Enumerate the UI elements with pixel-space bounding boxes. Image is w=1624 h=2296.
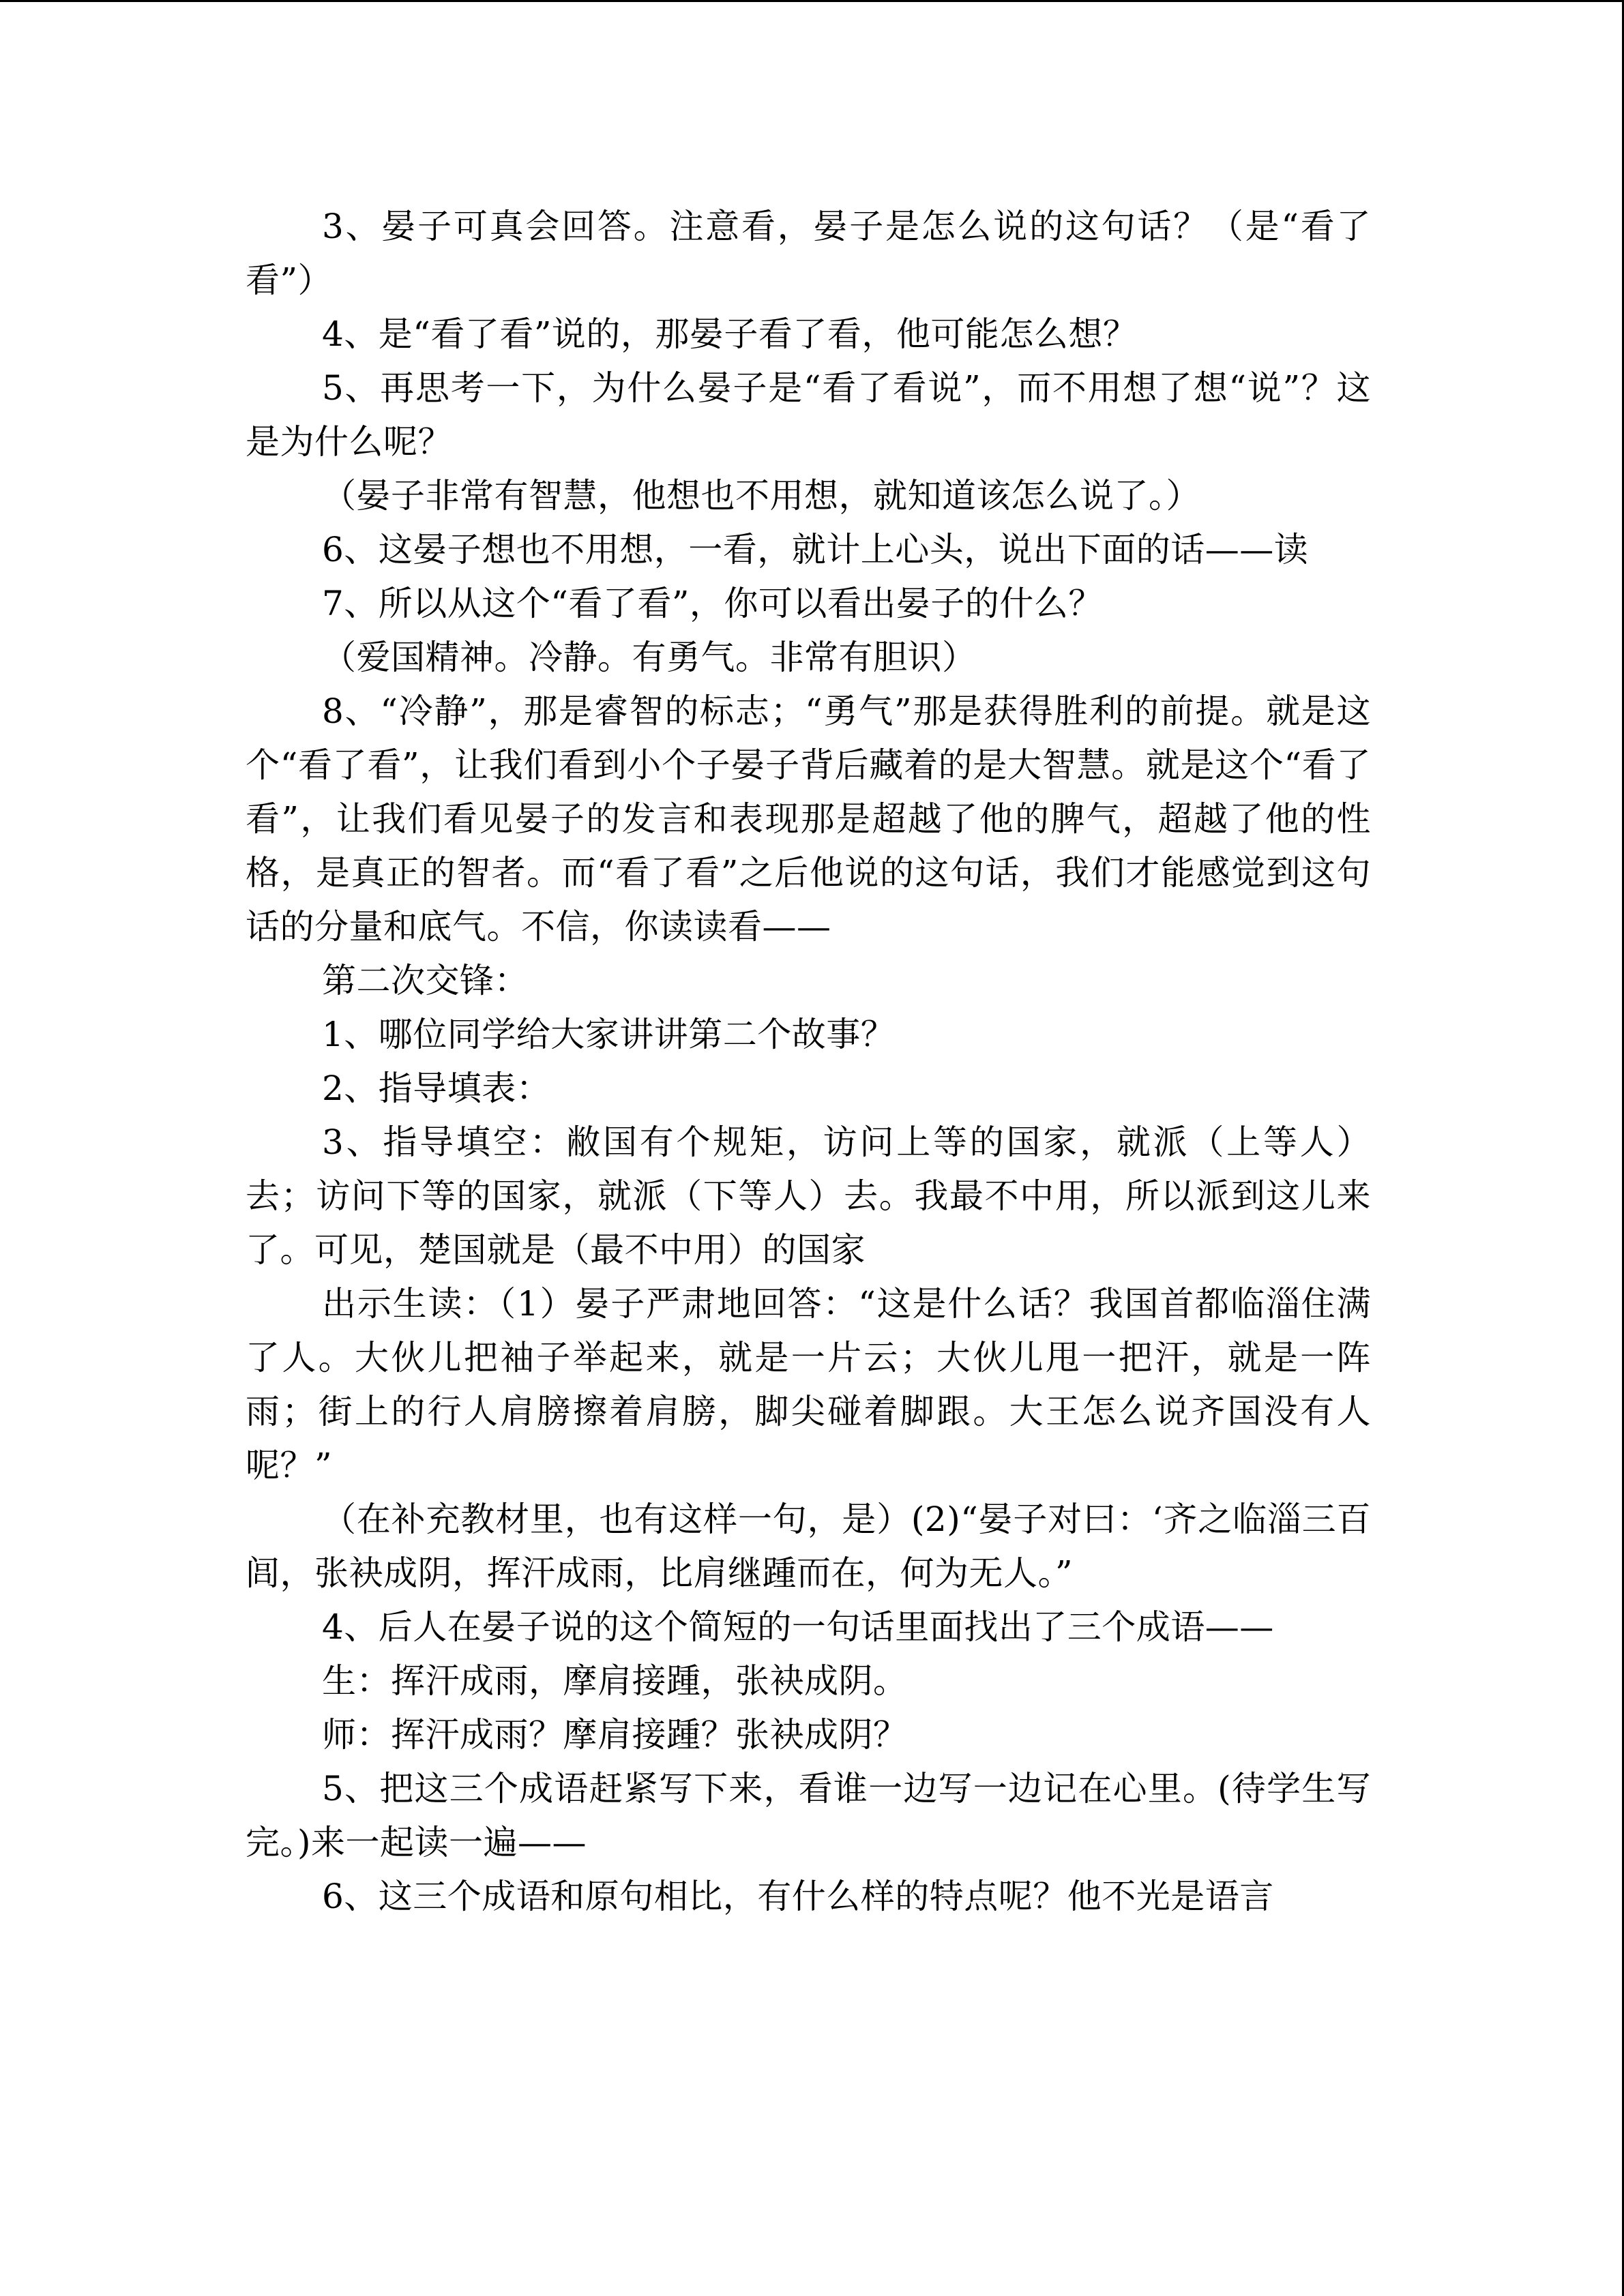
paragraph: 5、再思考一下，为什么晏子是“看了看说”，而不用想了想“说”？这是为什么呢？ xyxy=(246,368,1371,462)
paragraph: 出示生读：（1）晏子严肃地回答：“这是什么话？我国首都临淄住满了人。大伙儿把袖子举起来，就是一片云；大伙儿甩一把汗，就是一阵雨；街上的行人肩膀擦着肩膀，脚尖碰着脚跟。大王怎么说齐国没有人呢？” xyxy=(246,1284,1371,1485)
paragraph: 4、后人在晏子说的这个简短的一句话里面找出了三个成语—— xyxy=(322,1607,1274,1647)
paragraph: 2、指导填表： xyxy=(322,1069,551,1108)
paragraph: 3、晏子可真会回答。注意看，晏子是怎么说的这句话？（是“看了看”） xyxy=(246,207,1371,300)
paragraph: （晏子非常有智慧，他想也不用想，就知道该怎么说了。） xyxy=(322,476,1200,516)
section-heading: 第二次交锋： xyxy=(322,961,529,1000)
paragraph: 7、所以从这个“看了看”，你可以看出晏子的什么？ xyxy=(322,584,1103,623)
paragraph: （爱国精神。冷静。有勇气。非常有胆识） xyxy=(322,638,977,677)
document-body xyxy=(246,200,1371,1924)
paragraph: 3、指导填空：敝国有个规矩，访问上等的国家，就派（上等人）去；访问下等的国家，就派（下等人）去。我最不中用，所以派到这儿来了。可见，楚国就是（最不中用）的国家 xyxy=(246,1122,1371,1270)
paragraph: 生：挥汗成雨，摩肩接踵，张袂成阴。 xyxy=(322,1661,908,1701)
paragraph: 师：挥汗成雨？摩肩接踵？张袂成阴？ xyxy=(322,1715,908,1755)
paragraph: 1、哪位同学给大家讲讲第二个故事？ xyxy=(322,1015,896,1054)
paragraph: 4、是“看了看”说的，那晏子看了看，他可能怎么想？ xyxy=(322,314,1138,354)
paragraph: 6、这三个成语和原句相比，有什么样的特点呢？他不光是语言 xyxy=(322,1877,1274,1916)
paragraph: （在补充教材里，也有这样一句，是）(2)“晏子对曰：‘齐之临淄三百闾，张袂成阴，挥汗成雨，比肩继踵而在，何为无人。” xyxy=(246,1500,1371,1593)
paragraph: 6、这晏子想也不用想，一看，就计上心头，说出下面的话——读 xyxy=(322,530,1309,569)
paragraph: 5、把这三个成语赶紧写下来，看谁一边写一边记在心里。(待学生写完。)来一起读一遍—— xyxy=(246,1769,1371,1862)
paragraph: 8、“冷静”，那是睿智的标志；“勇气”那是获得胜利的前提。就是这个“看了看”，让我们看到小个子晏子背后藏着的是大智慧。就是这个“看了看”，让我们看见晏子的发言和表现那是超越了他的脾气，超越了他的性格，是真正的智者。而“看了看”之后他说的这句话，我们才能感觉到这句话的分量和底气。不信，你读读看—— xyxy=(246,691,1371,946)
